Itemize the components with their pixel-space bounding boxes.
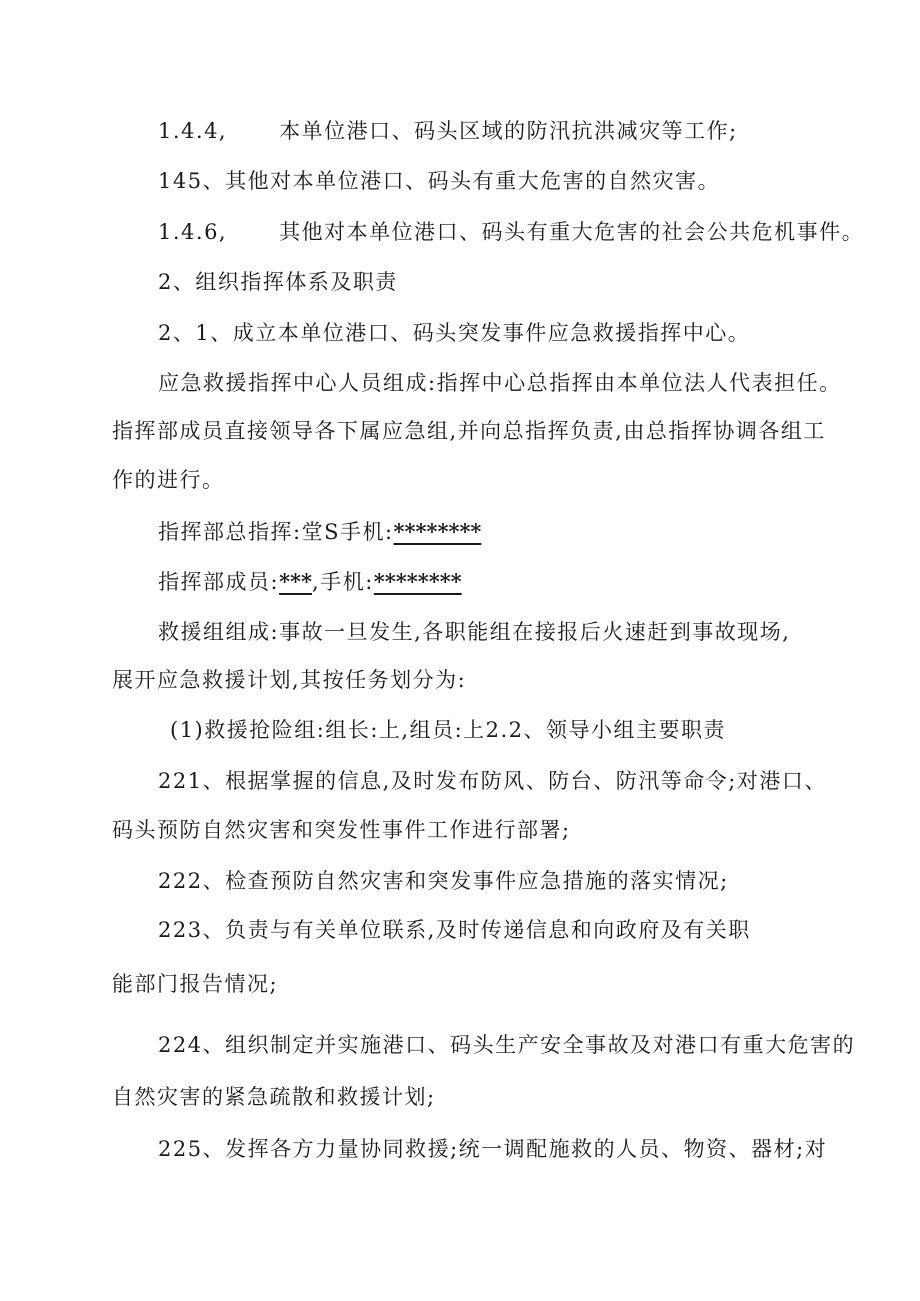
section-number: 1.4.4,	[158, 119, 228, 143]
para-2-2-2: 222、检查预防自然灾害和突发事件应急措施的落实情况;	[158, 869, 729, 893]
commander-contact	[158, 517, 481, 547]
para-rescue-team: 救援组组成:事故一旦发生,各职能组在接报后火速赶到事故现场,	[158, 620, 791, 644]
para-2-2-1: 221、根据掌握的信息,及时发布防风、防台、防汛等命令;对港口、	[158, 769, 827, 793]
section-text: 其他对本单位港口、码头有重大危害的社会公共危机事件。	[279, 220, 865, 244]
commander-label: 指挥部总指挥:堂S手机:	[158, 520, 394, 544]
section-heading-2: 2、组织指挥体系及职责	[158, 270, 398, 294]
member-phone: ********	[373, 569, 462, 594]
para-2-2-1-cont: 码头预防自然灾害和突发性事件工作进行部署;	[112, 818, 571, 842]
para-2-2-3-cont: 能部门报告情况;	[112, 972, 279, 996]
member-name: ***	[279, 569, 313, 594]
section-text: 本单位港口、码头区域的防汛抗洪减灾等工作;	[279, 119, 738, 143]
commander-phone: ********	[393, 519, 482, 544]
para-2-2-3: 223、负责与有关单位联系,及时传递信息和向政府及有关职	[158, 918, 751, 942]
para-command-center: 应急救援指挥中心人员组成:指挥中心总指挥由本单位法人代表担任。	[158, 371, 842, 395]
member-contact	[158, 567, 462, 597]
para-2-2-4-cont: 自然灾害的紧急疏散和救援计划;	[112, 1085, 436, 1109]
para-rescue-team-cont: 展开应急救援计划,其按任务划分为:	[112, 668, 467, 692]
para-2-1: 2、1、成立本单位港口、码头突发事件应急救援指挥中心。	[158, 321, 751, 345]
para-rescue-group-1: (1)救援抢险组:组长:上,组员:上2.2、领导小组主要职责	[170, 718, 727, 742]
para-1-4-5: 145、其他对本单位港口、码头有重大危害的自然灾害。	[158, 169, 721, 193]
section-number: 1.4.6,	[158, 220, 228, 244]
para-1-4-6	[158, 217, 864, 247]
para-command-center-cont-2: 作的进行。	[112, 468, 225, 492]
para-2-2-4: 224、组织制定并实施港口、码头生产安全事故及对港口有重大危害的	[158, 1033, 856, 1057]
para-1-4-4	[158, 116, 738, 146]
para-command-center-cont-1: 指挥部成员直接领导各下属应急组,并向总指挥负责,由总指挥协调各组工	[112, 419, 826, 443]
para-2-2-5: 225、发挥各方力量协同救援;统一调配施救的人员、物资、器材;对	[158, 1137, 828, 1161]
member-phone-label: ,手机:	[312, 570, 374, 594]
member-label: 指挥部成员:	[158, 570, 280, 594]
